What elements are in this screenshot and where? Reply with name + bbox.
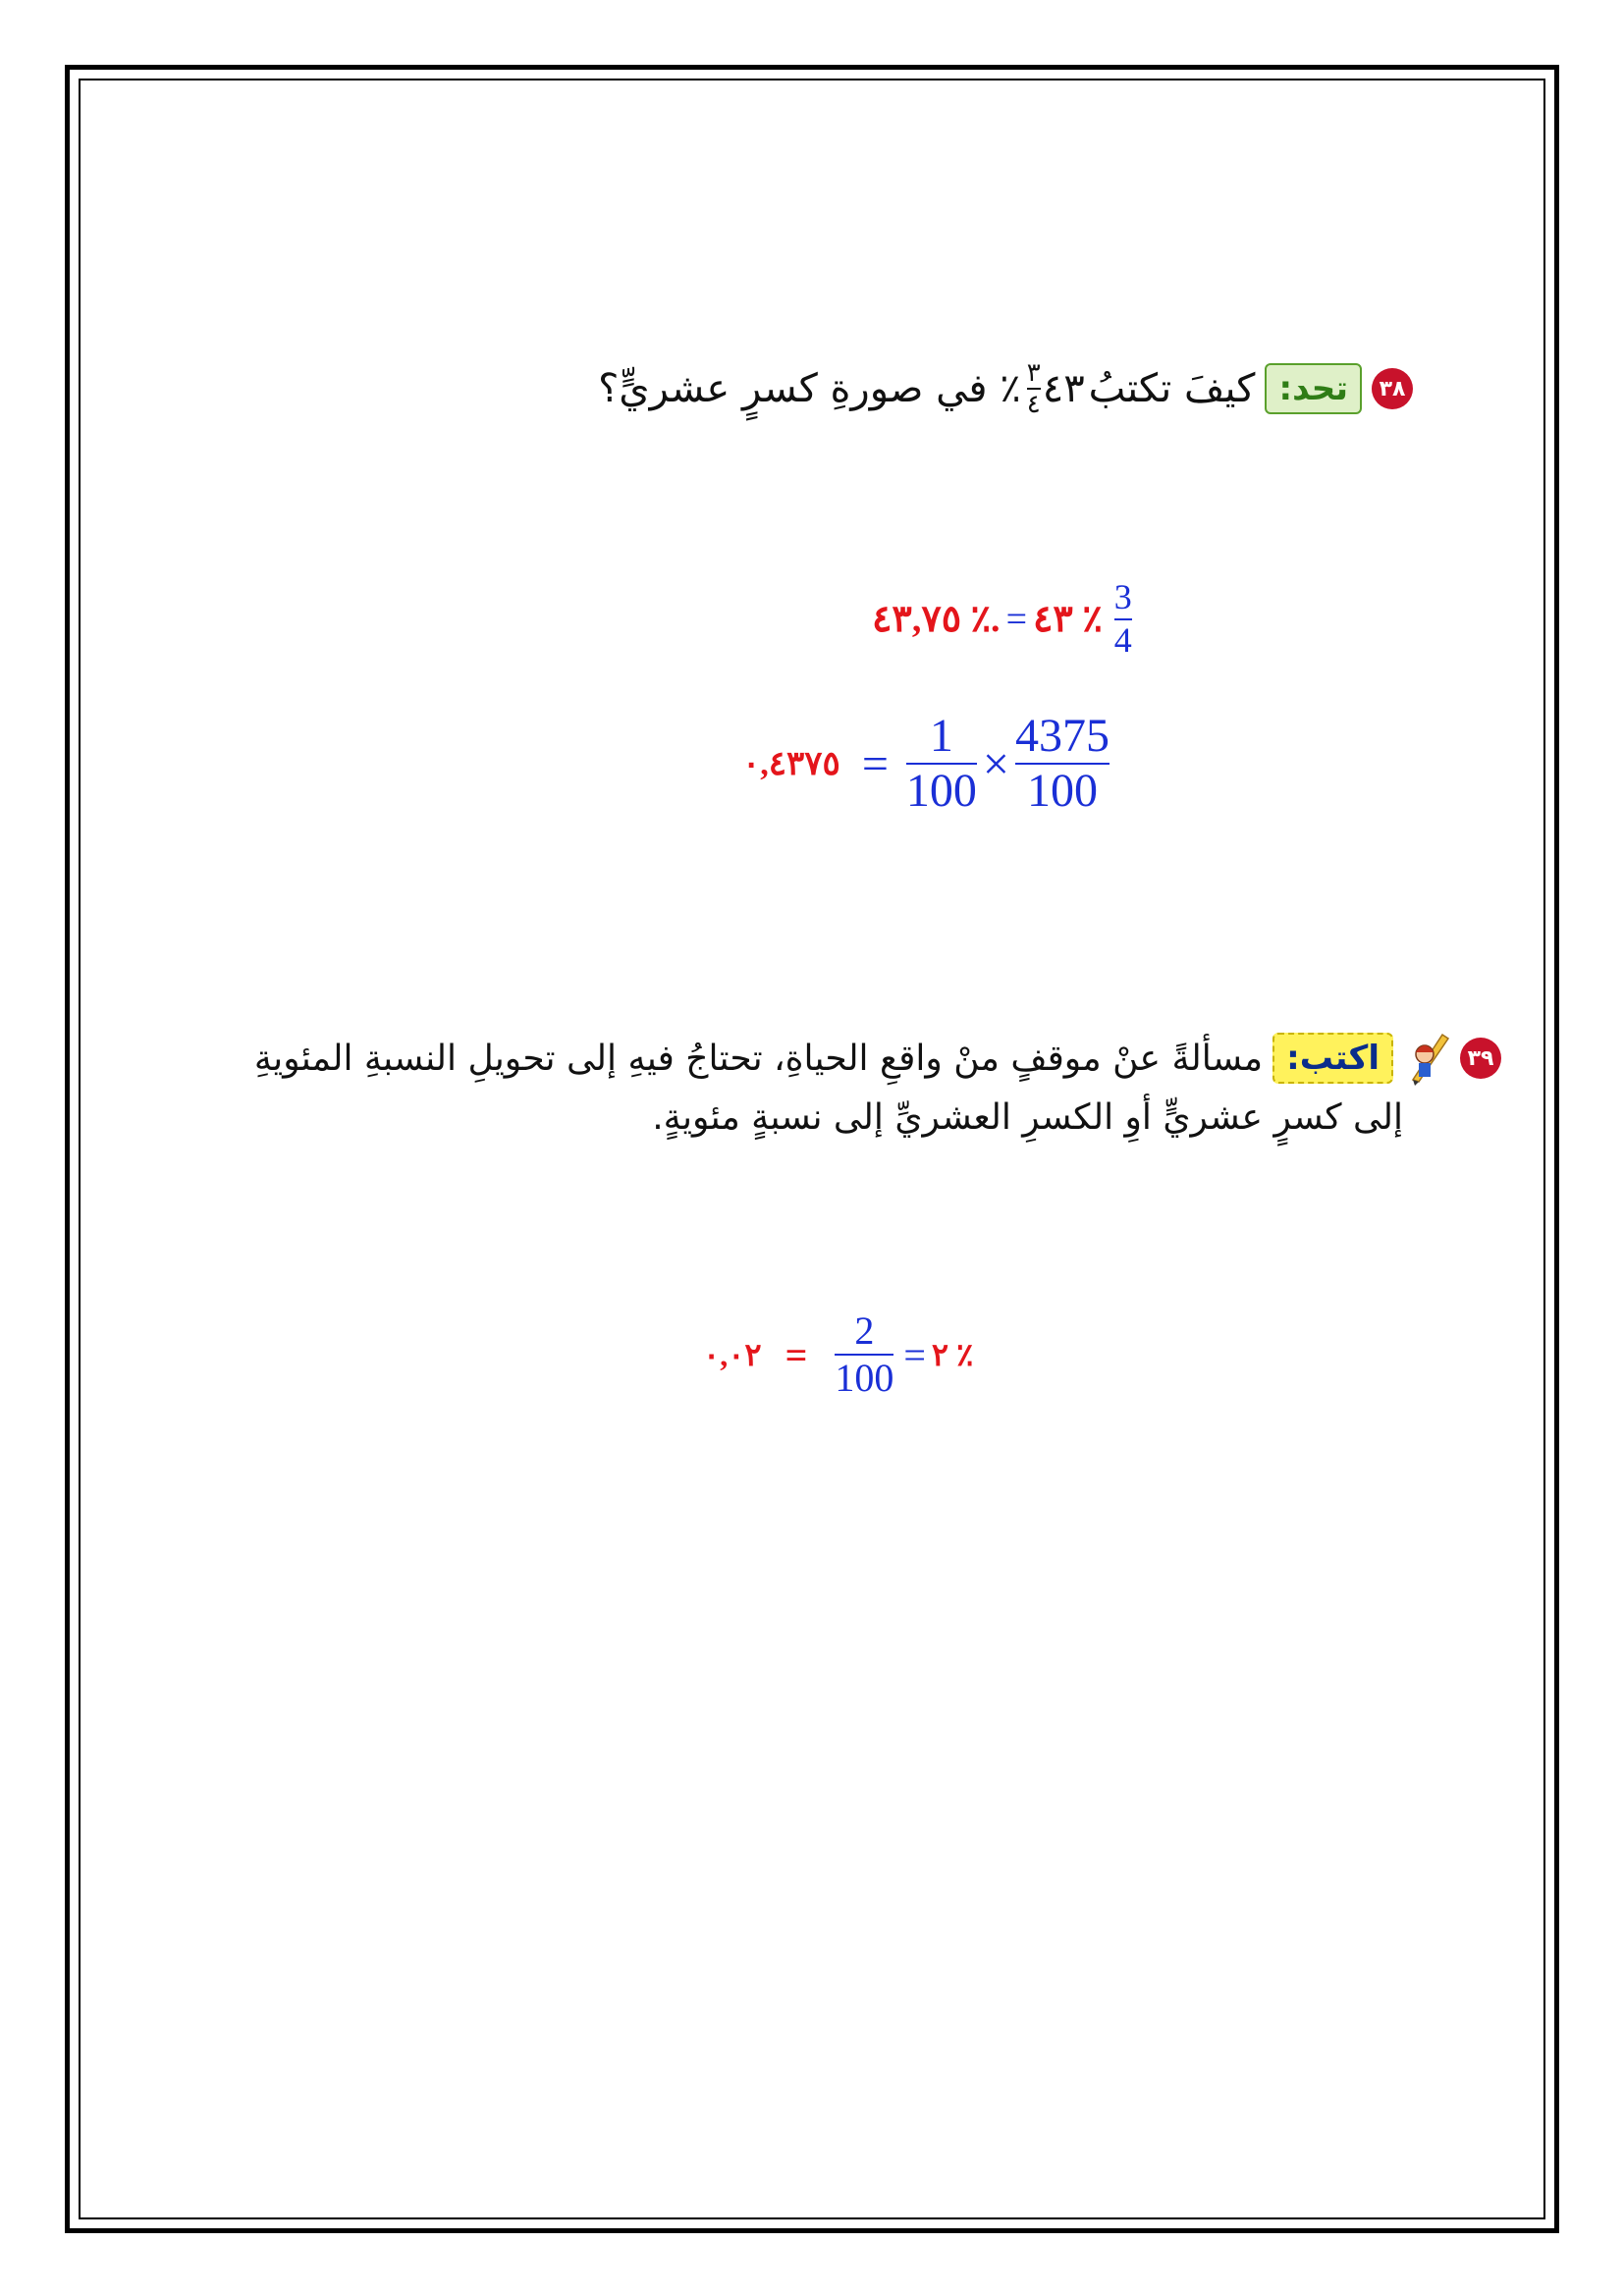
- answer-result: ٤٣,٧٥ ٪.: [872, 599, 1001, 641]
- mixed-fraction: [1027, 358, 1041, 419]
- challenge-label: تحد:: [1265, 363, 1362, 414]
- fraction-4375-over-100: [1015, 712, 1110, 817]
- answer-38-line-2: [742, 712, 1113, 817]
- problem-39-line-2: [652, 1097, 1403, 1138]
- denominator: 4: [1113, 619, 1132, 660]
- answer-38-line-1: [872, 579, 1136, 660]
- percent-term: ٢ ٪: [931, 1337, 974, 1372]
- denominator: 100: [835, 1356, 894, 1400]
- problem-38: [598, 358, 1413, 419]
- times-sign: ×: [982, 737, 1009, 790]
- equals-sign: =: [785, 1332, 808, 1377]
- numerator: 3: [1113, 577, 1132, 616]
- mixed-number: [1025, 358, 1085, 419]
- fraction-one-hundredth: [906, 712, 977, 817]
- numerator: 1: [929, 710, 953, 762]
- problem-39: [254, 1031, 1501, 1086]
- numerator: 4375: [1014, 710, 1110, 762]
- denominator: 100: [1026, 765, 1098, 818]
- mixed-whole: ٤٣: [1042, 366, 1085, 411]
- answer-39: [703, 1310, 973, 1399]
- pencil-icon: [1403, 1031, 1454, 1086]
- equals-sign: =: [1005, 598, 1027, 640]
- question-text-start: كيفَ تكتبُ: [1088, 366, 1256, 411]
- answer-result: ٠,٠٢: [703, 1337, 762, 1372]
- fraction-two-hundredths: [835, 1310, 893, 1399]
- problem-number-badge: ٣٨: [1372, 368, 1413, 409]
- answer-result: ٠,٤٣٧٥: [742, 746, 840, 783]
- fraction-three-quarters: [1114, 579, 1132, 660]
- write-text-line-1: مسألةً عنْ موقفٍ منْ واقعِ الحياةِ، تحتاجُ فيهِ إلى تحويلِ النسبةِ المئويةِ: [253, 1038, 1264, 1079]
- mixed-numerator: ٣: [1026, 358, 1041, 388]
- write-text-line-2: إلى كسرٍ عشريٍّ أوِ الكسرِ العشريِّ إلى نسبةٍ مئويةٍ.: [652, 1097, 1403, 1138]
- numerator: 2: [854, 1308, 875, 1353]
- percent-term: ٤٣ ٪: [1033, 599, 1103, 641]
- question-text-end: ٪ في صورةِ كسرٍ عشريٍّ؟: [598, 366, 1021, 411]
- equals-sign: =: [903, 1332, 926, 1377]
- equals-sign: =: [861, 737, 889, 790]
- denominator: 100: [905, 765, 977, 818]
- write-label: اكتب:: [1272, 1033, 1393, 1084]
- problem-number-badge: ٣٩: [1460, 1038, 1501, 1079]
- mixed-denominator: ٤: [1026, 390, 1041, 419]
